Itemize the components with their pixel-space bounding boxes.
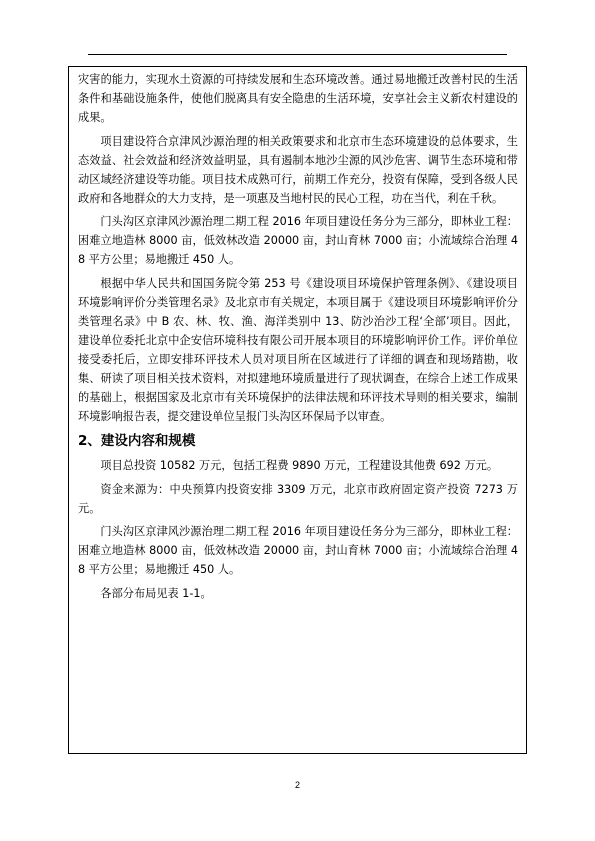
paragraph: 门头沟区京津风沙源治理二期工程 2016 年项目建设任务分为三部分，即林业工程：困难立地造林 8000 亩，低效林改造 20000 亩，封山育林 7000 亩；小流域综合治理 48 平方公里；易地搬迁 450 人。 <box>78 215 518 266</box>
paragraph: 各部分布局见表 1-1。 <box>100 586 212 600</box>
paragraph: 灾害的能力，实现水土资源的可持续发展和生态环境改善。通过易地搬迁改善村民的生活条件和基础设施条件，使他们脱离具有安全隐患的生活环境，安享社会主义新农村建设的成果。 <box>78 73 518 124</box>
document-body <box>78 70 518 607</box>
page-number: 2 <box>294 780 300 790</box>
paragraph: 门头沟区京津风沙源治理二期工程 2016 年项目建设任务分为三部分，即林业工程：困难立地造林 8000 亩，低效林改造 20000 亩，封山育林 7000 亩；小流域综合治理 48 平方公里；易地搬迁 450 人。 <box>78 525 518 576</box>
paragraph: 项目总投资 10582 万元，包括工程费 9890 万元，工程建设其他费 692 万元。 <box>100 459 499 472</box>
section-heading: 2、建设内容和规模 <box>78 433 196 449</box>
paragraph: 资金来源为：中央预算内投资安排 3309 万元，北京市政府固定资产投资 7273 万元。 <box>78 482 518 515</box>
paragraph: 项目建设符合京津风沙源治理的相关政策要求和北京市生态环境建设的总体要求，生态效益、社会效益和经济效益明显，具有遏制本地沙尘源的风沙危害、调节生态环境和带动区域经济建设等功能。项目技术成熟可行，前期工作充分，投资有保障，受到各级人民政府和各地群众的大力支持，是一项惠及当地村民的民心工程，功在当代，利在千秋。 <box>78 134 518 205</box>
header-rule <box>88 54 507 55</box>
paragraph: 根据中华人民共和国国务院令第 253 号《建设项目环境保护管理条例》、《建设项目环境影响评价分类管理名录》及北京市有关规定，本项目属于《建设项目环境影响评价分类管理名录》中 B 农、林、牧、渔、海洋类别中 13、防沙治沙工程‘全部’项目。因此，建设单位委托北京中企安信环境科技有限公司开展本项目的环境影响评价工作。评价单位接受委托后，立即安排环评技术人员对项目所在区域进行了详细的调查和现场踏勘，收集、研读了项目相关技术资料，对拟建地环境质量进行了现状调查，在综合上述工作成果的基础上，根据国家及北京市有关环境保护的法律法规和环评技术导则的相关要求，编制环境影响报告表，提交建设单位呈报门头沟区环保局予以审查。 <box>78 276 518 423</box>
